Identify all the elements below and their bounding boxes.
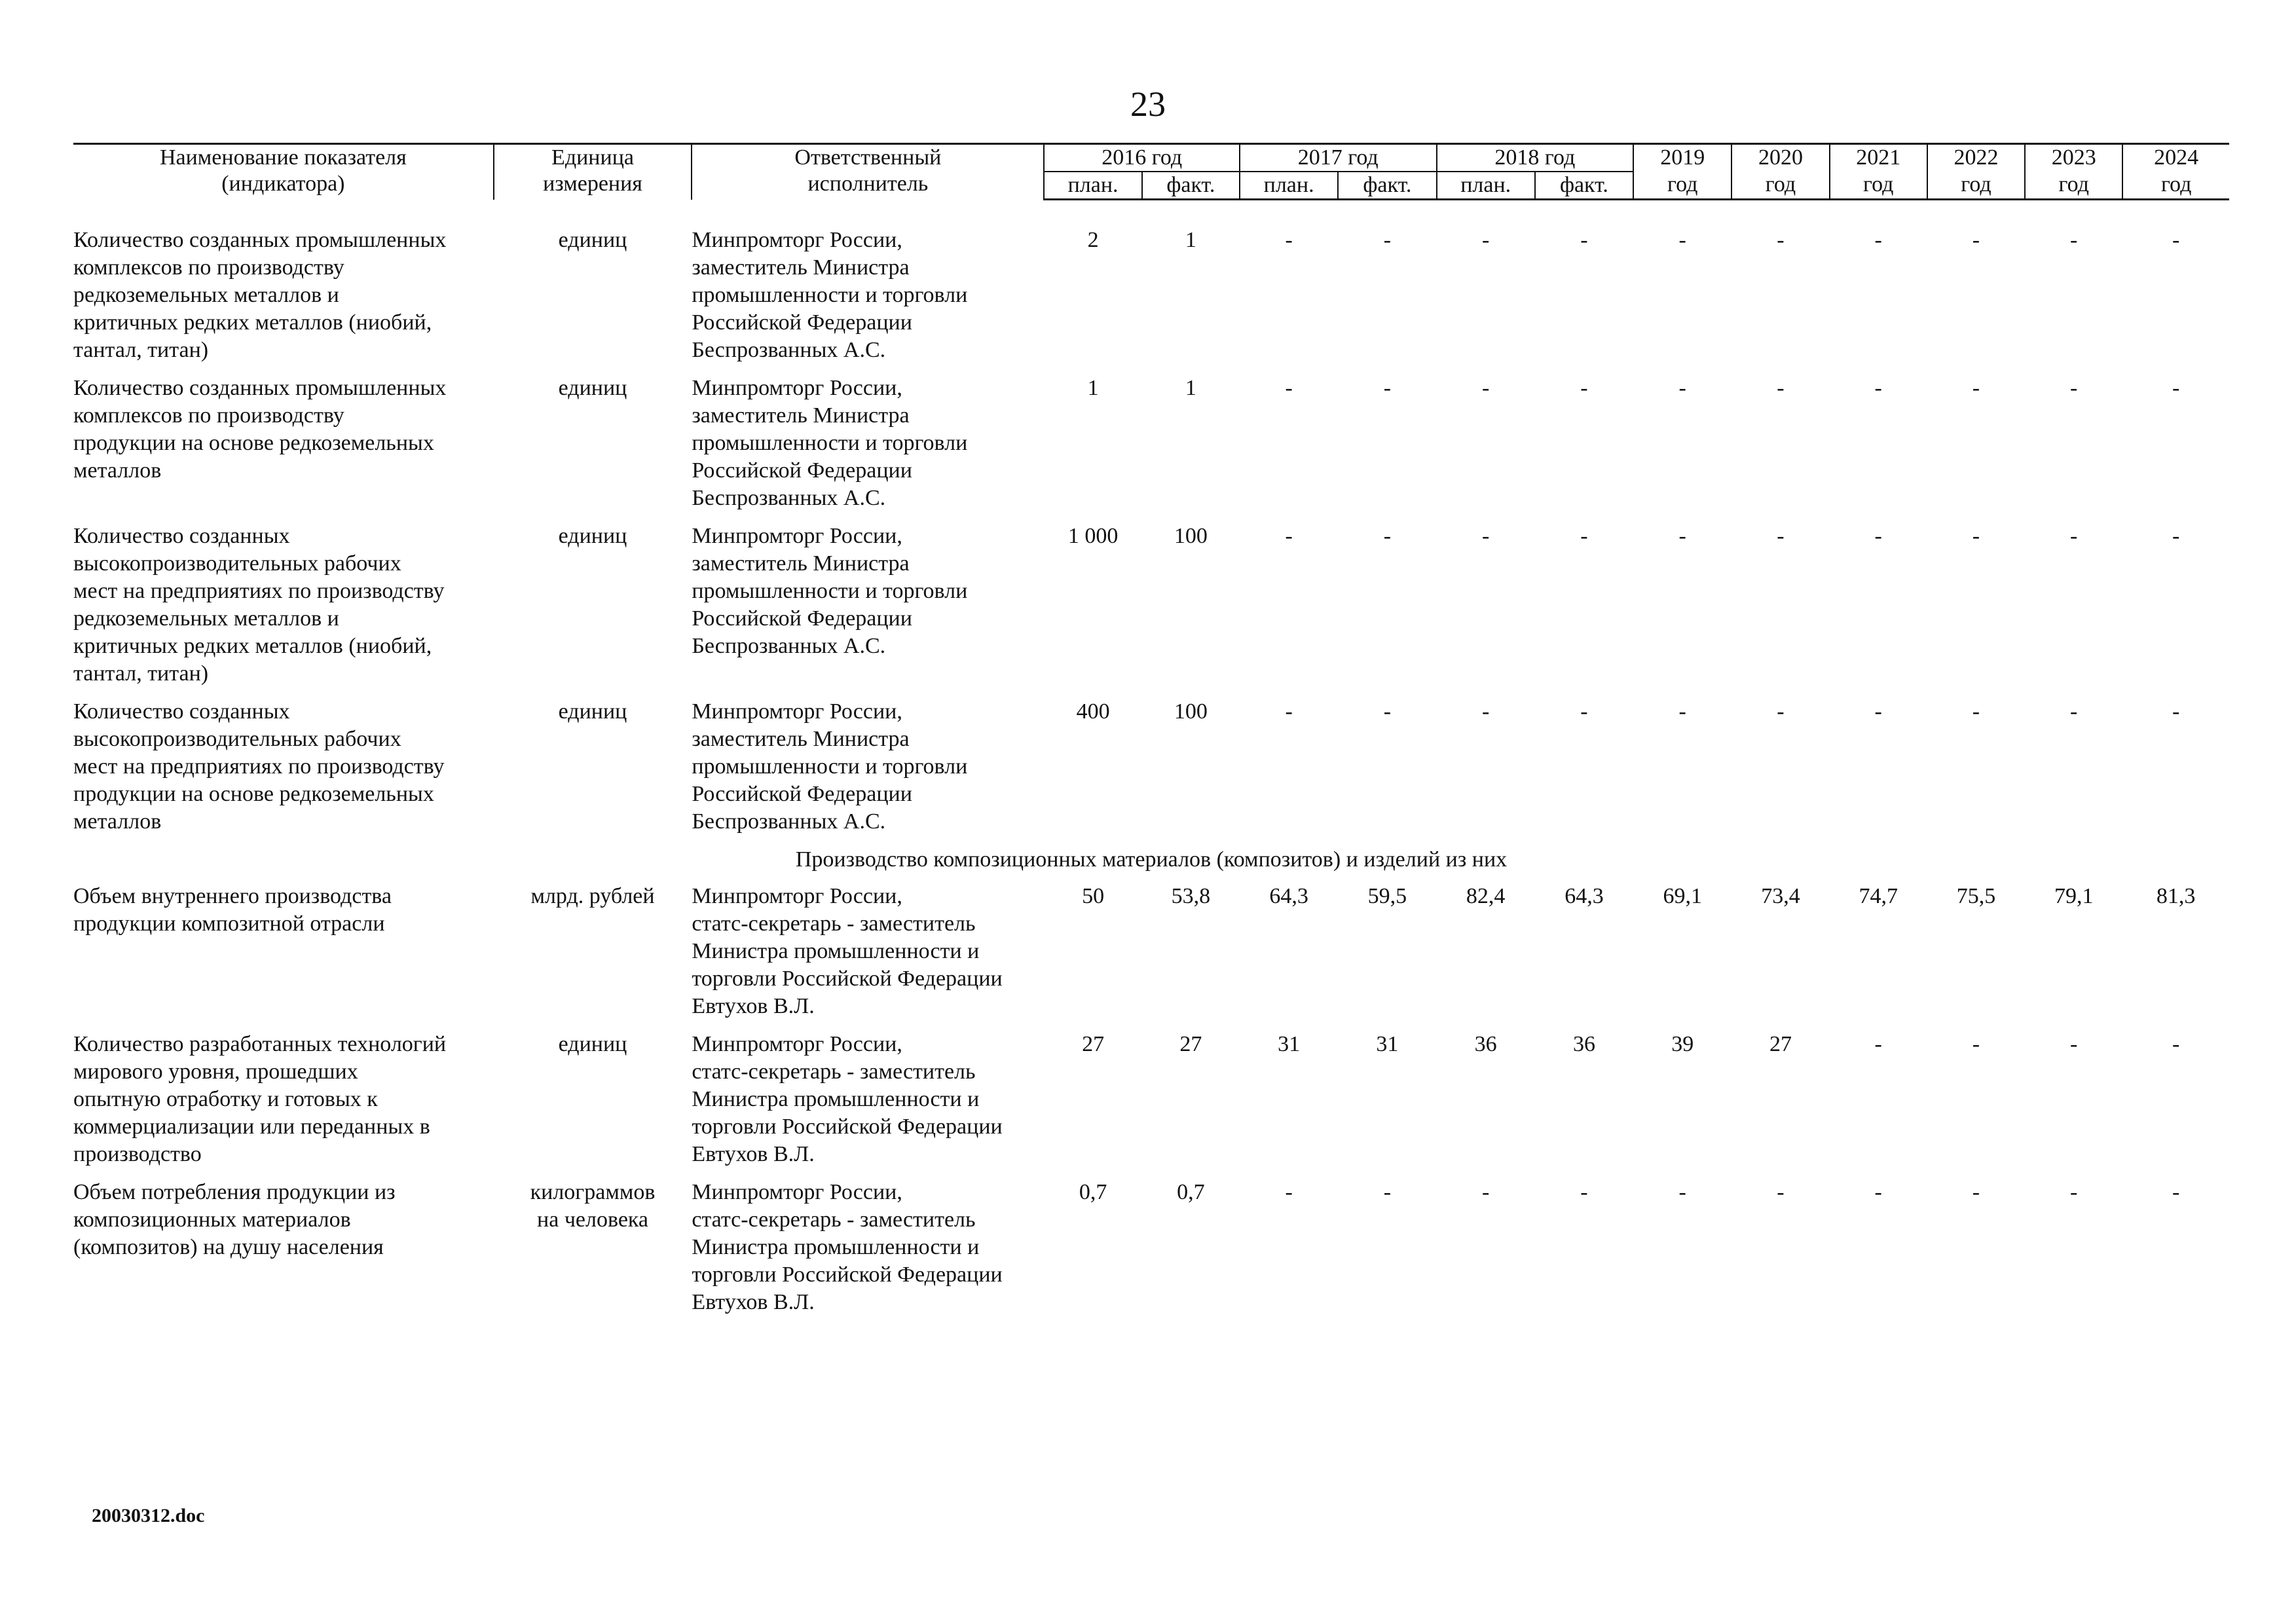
value-cell: -: [1383, 524, 1392, 548]
value-cell: -: [1285, 524, 1293, 548]
indicator-name-line: коммерциализации или переданных в: [73, 1115, 430, 1139]
value-cell: -: [1874, 1180, 1882, 1204]
indicator-name: [73, 698, 494, 846]
indicator-name-line: Количество созданных: [73, 699, 290, 724]
indicator-unit-line: единиц: [558, 376, 627, 400]
value-cell: 79,1: [2054, 884, 2094, 908]
value-cell: -: [2172, 1032, 2180, 1056]
indicator-table: [73, 143, 2229, 1327]
value-cell: 82,4: [1466, 884, 1506, 908]
indicator-name-line: мест на предприятиях по производству: [73, 579, 445, 603]
indicator-name-line: редкоземельных металлов и: [73, 283, 339, 307]
value-cell: 27: [1769, 1032, 1792, 1056]
value-cell: 81,3: [2156, 884, 2196, 908]
value-cell: 1: [1185, 228, 1196, 252]
value-cell: -: [1972, 228, 1980, 252]
indicator-responsible-line: Евтухов В.Л.: [692, 1142, 815, 1166]
value-cell: 27: [1179, 1032, 1202, 1056]
indicator-responsible-line: статс-секретарь - заместитель: [692, 912, 976, 936]
value-cell: 0,7: [1079, 1180, 1107, 1204]
indicator-unit: [494, 523, 692, 698]
indicator-name-line: критичных редких металлов (ниобий,: [73, 634, 432, 658]
value-cell: -: [2172, 699, 2180, 724]
header-year-2019: 2019: [1633, 144, 1731, 172]
header-god: год: [1927, 172, 2025, 200]
header-unit: Единица измерения: [494, 144, 692, 200]
indicator-responsible-line: Евтухов В.Л.: [692, 994, 815, 1018]
indicator-responsible-line: Минпромторг России,: [692, 1032, 902, 1056]
indicator-name-line: высокопроизводительных рабочих: [73, 727, 401, 751]
value-cell: -: [1678, 699, 1686, 724]
value-cell: -: [2070, 228, 2078, 252]
table-row: [73, 1179, 2229, 1327]
value-cell: 400: [1076, 699, 1110, 724]
indicator-unit: [494, 1031, 692, 1179]
value-cell: -: [1874, 524, 1882, 548]
value-cell: -: [2172, 228, 2180, 252]
indicator-name-line: критичных редких металлов (ниобий,: [73, 310, 432, 335]
value-cell: -: [1678, 1180, 1686, 1204]
header-fact: факт.: [1142, 172, 1240, 200]
indicator-responsible-line: заместитель Министра: [692, 403, 910, 428]
indicator-name-line: композиционных материалов: [73, 1208, 351, 1232]
table-row: [73, 883, 2229, 1031]
value-cell: -: [1678, 228, 1686, 252]
value-cell: 36: [1572, 1032, 1595, 1056]
indicator-name-line: Объем внутреннего производства: [73, 884, 392, 908]
indicator-responsible-line: торговли Российской Федерации: [692, 1115, 1003, 1139]
value-cell: 53,8: [1171, 884, 1211, 908]
indicator-responsible: [692, 227, 1044, 375]
indicator-name-line: тантал, титан): [73, 338, 209, 362]
header-god: год: [2025, 172, 2122, 200]
header-year-2017: 2017 год: [1240, 144, 1437, 172]
indicator-responsible-line: Российской Федерации: [692, 782, 912, 806]
value-cell: 73,4: [1761, 884, 1800, 908]
header-plan: план.: [1437, 172, 1535, 200]
value-cell: -: [1972, 524, 1980, 548]
header-year-2018: 2018 год: [1437, 144, 1634, 172]
indicator-responsible-line: Минпромторг России,: [692, 884, 902, 908]
indicator-name-line: комплексов по производству: [73, 403, 344, 428]
header-fact: факт.: [1338, 172, 1436, 200]
indicator-responsible-line: промышленности и торговли: [692, 431, 968, 455]
indicator-responsible-line: торговли Российской Федерации: [692, 967, 1003, 991]
value-cell: 100: [1174, 699, 1208, 724]
value-cell: -: [1777, 524, 1785, 548]
indicator-responsible-line: Минпромторг России,: [692, 376, 902, 400]
value-cell: -: [2172, 1180, 2180, 1204]
indicator-responsible-line: Российской Федерации: [692, 310, 912, 335]
indicator-responsible-line: Минпромторг России,: [692, 1180, 902, 1204]
indicator-name: [73, 227, 494, 375]
header-fact: факт.: [1535, 172, 1633, 200]
indicator-unit: [494, 698, 692, 846]
indicator-unit: [494, 375, 692, 523]
indicator-unit-line: единиц: [558, 524, 627, 548]
value-cell: -: [1972, 1032, 1980, 1056]
value-cell: -: [1972, 699, 1980, 724]
indicator-responsible-line: заместитель Министра: [692, 551, 910, 576]
value-cell: -: [1285, 228, 1293, 252]
indicator-responsible-line: заместитель Министра: [692, 727, 910, 751]
value-cell: 39: [1671, 1032, 1694, 1056]
table-row: [73, 698, 2229, 846]
indicator-name-line: мирового уровня, прошедших: [73, 1060, 358, 1084]
indicator-responsible-line: статс-секретарь - заместитель: [692, 1208, 976, 1232]
value-cell: -: [1383, 228, 1392, 252]
indicator-unit: [494, 883, 692, 1031]
indicator-responsible: [692, 375, 1044, 523]
value-cell: -: [1777, 699, 1785, 724]
indicator-responsible-line: Минпромторг России,: [692, 228, 902, 252]
indicator-responsible: [692, 1179, 1044, 1327]
indicator-unit-line: единиц: [558, 1032, 627, 1056]
value-cell: -: [1874, 228, 1882, 252]
indicator-name: [73, 883, 494, 1031]
indicator-name: [73, 523, 494, 698]
value-cell: 64,3: [1565, 884, 1604, 908]
value-cell: -: [1580, 228, 1588, 252]
value-cell: -: [1580, 524, 1588, 548]
composite-rows: [73, 883, 2229, 1327]
indicator-name-line: Количество созданных: [73, 524, 290, 548]
header-year-2020: 2020: [1731, 144, 1829, 172]
header-plan: план.: [1044, 172, 1141, 200]
value-cell: -: [1482, 1180, 1490, 1204]
indicator-name-line: производство: [73, 1142, 202, 1166]
value-cell: 74,7: [1859, 884, 1898, 908]
value-cell: -: [1777, 1180, 1785, 1204]
header-god: год: [1633, 172, 1731, 200]
value-cell: -: [1482, 228, 1490, 252]
indicator-responsible-line: заместитель Министра: [692, 255, 910, 280]
indicator-responsible-line: Министра промышленности и: [692, 939, 980, 963]
indicator-responsible: [692, 883, 1044, 1031]
indicator-responsible: [692, 698, 1044, 846]
value-cell: 1: [1185, 376, 1196, 400]
indicator-responsible-line: Минпромторг России,: [692, 524, 902, 548]
value-cell: -: [2172, 376, 2180, 400]
indicator-name-line: тантал, титан): [73, 661, 209, 686]
value-cell: -: [1482, 376, 1490, 400]
indicator-unit: [494, 1179, 692, 1327]
indicator-responsible-line: промышленности и торговли: [692, 579, 968, 603]
value-cell: -: [1580, 376, 1588, 400]
section-title: Производство композиционных материалов (композитов) и изделий из них: [795, 847, 1508, 872]
indicator-name-line: продукции на основе редкоземельных: [73, 431, 434, 455]
indicator-name-line: мест на предприятиях по производству: [73, 754, 445, 779]
section-composites: [73, 846, 2229, 883]
indicator-name: [73, 375, 494, 523]
indicator-unit-line: на человека: [537, 1208, 649, 1232]
indicator-responsible-line: Беспрозванных А.С.: [692, 486, 886, 510]
indicator-responsible-line: Российской Федерации: [692, 606, 912, 631]
header-god: год: [1830, 172, 1927, 200]
indicator-name-line: комплексов по производству: [73, 255, 344, 280]
value-cell: -: [1678, 376, 1686, 400]
indicator-responsible-line: Евтухов В.Л.: [692, 1290, 815, 1314]
value-cell: -: [2070, 699, 2078, 724]
value-cell: -: [2070, 1032, 2078, 1056]
value-cell: 1 000: [1067, 524, 1119, 548]
value-cell: -: [2070, 524, 2078, 548]
value-cell: -: [1580, 699, 1588, 724]
header-year-2023: 2023: [2025, 144, 2122, 172]
value-cell: -: [1285, 376, 1293, 400]
value-cell: 75,5: [1956, 884, 1996, 908]
value-cell: -: [1678, 524, 1686, 548]
value-cell: -: [1383, 699, 1392, 724]
header-year-2021: 2021: [1830, 144, 1927, 172]
value-cell: -: [1383, 376, 1392, 400]
value-cell: 64,3: [1269, 884, 1308, 908]
value-cell: -: [2070, 1180, 2078, 1204]
indicator-unit-line: единиц: [558, 699, 627, 724]
indicator-name: [73, 1031, 494, 1179]
indicator-name-line: продукции на основе редкоземельных: [73, 782, 434, 806]
value-cell: -: [1972, 1180, 1980, 1204]
value-cell: 2: [1087, 228, 1099, 252]
value-cell: -: [1482, 699, 1490, 724]
header-year-2024: 2024: [2122, 144, 2229, 172]
indicator-responsible: [692, 1031, 1044, 1179]
indicator-name-line: Количество созданных промышленных: [73, 228, 447, 252]
value-cell: -: [1580, 1180, 1588, 1204]
header-plan: план.: [1240, 172, 1338, 200]
indicator-name-line: Количество созданных промышленных: [73, 376, 447, 400]
indicator-responsible-line: промышленности и торговли: [692, 754, 968, 779]
value-cell: 31: [1278, 1032, 1301, 1056]
indicator-responsible-line: Минпромторг России,: [692, 699, 902, 724]
value-cell: 36: [1474, 1032, 1497, 1056]
header-god: год: [1731, 172, 1829, 200]
value-cell: -: [1777, 376, 1785, 400]
rare-earth-rows: [73, 200, 2229, 847]
table-row: [73, 523, 2229, 698]
indicator-name-line: Объем потребления продукции из: [73, 1180, 396, 1204]
table-row: [73, 375, 2229, 523]
value-cell: -: [1972, 376, 1980, 400]
indicator-name-line: (композитов) на душу населения: [73, 1235, 384, 1259]
value-cell: -: [1874, 376, 1882, 400]
value-cell: -: [1874, 699, 1882, 724]
value-cell: -: [1383, 1180, 1392, 1204]
indicator-name: [73, 1179, 494, 1327]
indicator-name-line: редкоземельных металлов и: [73, 606, 339, 631]
indicator-unit-line: млрд. рублей: [530, 884, 655, 908]
indicator-name-line: Количество разработанных технологий: [73, 1032, 447, 1056]
indicator-responsible-line: Беспрозванных А.С.: [692, 809, 886, 834]
value-cell: -: [1285, 699, 1293, 724]
indicator-responsible-line: Министра промышленности и: [692, 1087, 980, 1111]
value-cell: -: [1777, 228, 1785, 252]
value-cell: 27: [1082, 1032, 1105, 1056]
value-cell: 100: [1174, 524, 1208, 548]
value-cell: 69,1: [1663, 884, 1702, 908]
header-name: Наименование показателя (индикатора): [73, 144, 494, 200]
value-cell: -: [2172, 524, 2180, 548]
indicator-responsible-line: Беспрозванных А.С.: [692, 634, 886, 658]
indicator-responsible: [692, 523, 1044, 698]
value-cell: -: [2070, 376, 2078, 400]
page-number: 23: [1130, 84, 1166, 124]
header-responsible: Ответственный исполнитель: [692, 144, 1044, 200]
value-cell: 59,5: [1367, 884, 1407, 908]
value-cell: -: [1482, 524, 1490, 548]
table-row: [73, 1031, 2229, 1179]
indicator-responsible-line: Российской Федерации: [692, 458, 912, 483]
indicator-responsible-line: статс-секретарь - заместитель: [692, 1060, 976, 1084]
indicator-responsible-line: промышленности и торговли: [692, 283, 968, 307]
indicator-responsible-line: торговли Российской Федерации: [692, 1263, 1003, 1287]
header-year-2016: 2016 год: [1044, 144, 1240, 172]
value-cell: 50: [1082, 884, 1105, 908]
value-cell: 31: [1376, 1032, 1399, 1056]
indicator-name-line: продукции композитной отрасли: [73, 912, 385, 936]
header-god: год: [2122, 172, 2229, 200]
footer-filename: 20030312.doc: [92, 1505, 205, 1526]
header-year-2022: 2022: [1927, 144, 2025, 172]
indicator-responsible-line: Беспрозванных А.С.: [692, 338, 886, 362]
indicator-responsible-line: Министра промышленности и: [692, 1235, 980, 1259]
value-cell: -: [1285, 1180, 1293, 1204]
table-row: [73, 227, 2229, 375]
indicator-unit: [494, 227, 692, 375]
indicator-name-line: опытную отработку и готовых к: [73, 1087, 378, 1111]
indicator-name-line: высокопроизводительных рабочих: [73, 551, 401, 576]
value-cell: -: [1874, 1032, 1882, 1056]
value-cell: 1: [1087, 376, 1099, 400]
indicator-unit-line: единиц: [558, 228, 627, 252]
indicator-name-line: металлов: [73, 458, 162, 483]
value-cell: 0,7: [1177, 1180, 1205, 1204]
indicator-unit-line: килограммов: [530, 1180, 656, 1204]
indicator-name-line: металлов: [73, 809, 162, 834]
